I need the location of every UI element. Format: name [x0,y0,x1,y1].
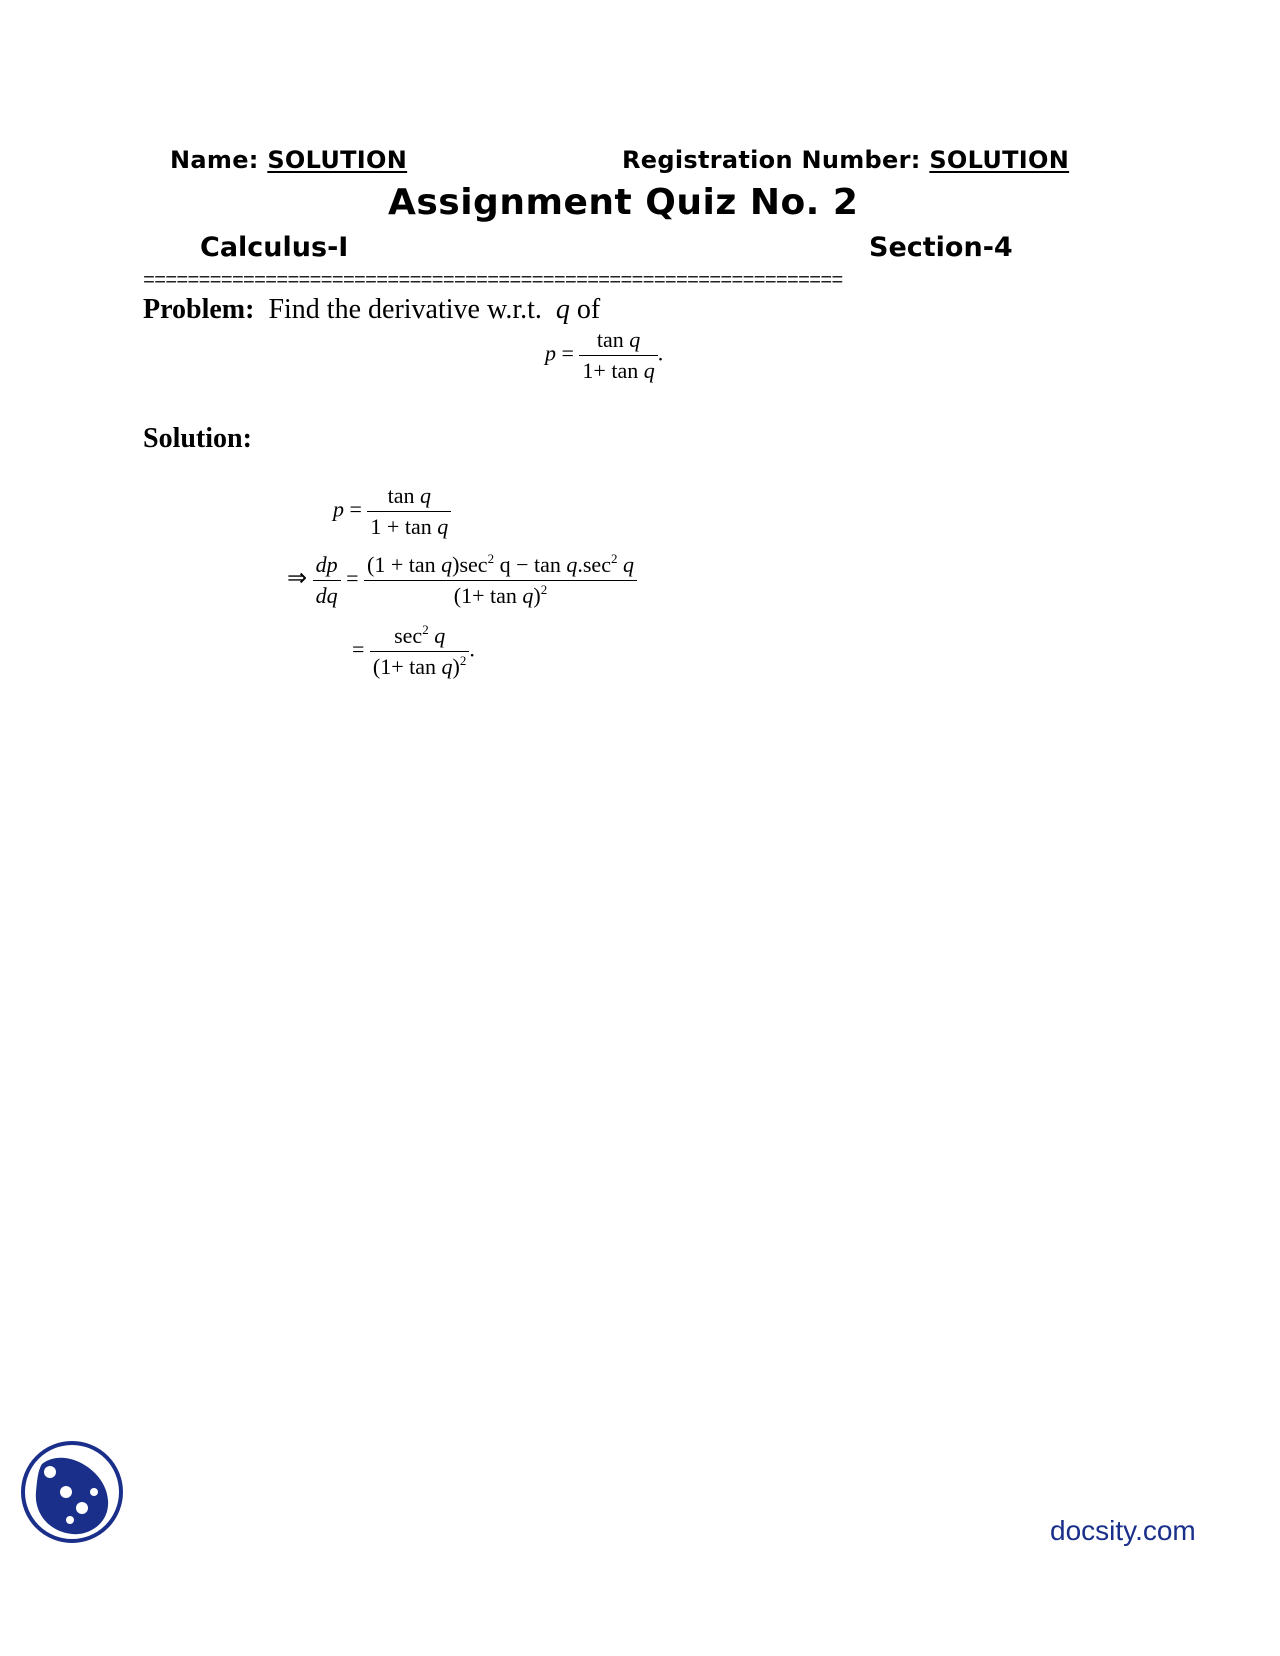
num-part-d: .sec [577,552,611,577]
var-q: q [437,514,449,539]
var-q: q [643,358,655,383]
result-fraction [370,621,469,682]
close-paren: ) [452,654,460,679]
separator-rule: =============================================================== [143,272,843,292]
period: . [469,636,475,662]
solution-step-2 [287,550,637,611]
quotient-rule-fraction [364,550,637,611]
problem-statement [143,294,600,326]
var-q: q [622,552,634,577]
var-q: q [629,327,641,352]
dp: dp [315,552,338,577]
dq: dq [315,583,338,608]
name-label: Name: [170,146,259,174]
page-title: Assignment Quiz No. 2 [388,182,859,223]
num-part-b: )sec [452,552,488,577]
var-q: q [441,654,453,679]
frac-num: tan [387,483,415,508]
implies-symbol: ⇒ [287,565,308,592]
eq-lhs: p [333,496,344,522]
fraction [579,325,657,386]
problem-text: Find the derivative w.r.t. [268,294,542,325]
var-q: q [420,483,432,508]
var-q: q [566,552,578,577]
docsity-link[interactable]: docsity.com [1050,1515,1196,1546]
registration-field [622,146,1069,174]
problem-equation [545,325,663,386]
fraction [367,481,451,542]
problem-tail: of [576,294,601,325]
docsity-logo-icon[interactable] [20,1440,124,1544]
registration-label: Registration Number: [622,146,921,174]
den-part-a: (1+ tan [372,654,437,679]
frac-num: tan [596,327,624,352]
name-value: SOLUTION [267,146,408,174]
exponent: 2 [540,582,548,597]
close-paren: ) [533,583,541,608]
course-name: Calculus-I [200,232,349,263]
var-q: q [441,552,453,577]
problem-variable: q [555,294,570,325]
solution-label-text: Solution: [143,423,252,454]
var-q: q [522,583,534,608]
solution-step-1 [333,481,451,542]
eq-equals: = [346,565,359,591]
eq-equals: = [352,636,365,662]
frac-den: 1 + tan [370,514,432,539]
sec: sec [394,623,423,648]
frac-den: 1+ tan [582,358,639,383]
exponent: 2 [459,653,467,668]
solution-label [143,423,252,455]
problem-label: Problem: [143,294,255,325]
var-q: q [434,623,446,648]
exponent: 2 [422,622,429,637]
exponent: 2 [610,551,618,566]
eq-equals: = [349,496,362,522]
num-part-a: (1 + tan [367,552,436,577]
eq-equals: = [561,340,574,366]
name-field [170,146,407,174]
section-label: Section-4 [869,232,1013,263]
exponent: 2 [487,551,495,566]
den-part-a: (1+ tan [453,583,517,608]
num-part-c: q − tan [499,552,561,577]
solution-step-3 [352,621,475,682]
registration-value: SOLUTION [929,146,1070,174]
period: . [657,340,664,366]
derivative-fraction [313,550,341,611]
eq-lhs: p [545,340,556,366]
